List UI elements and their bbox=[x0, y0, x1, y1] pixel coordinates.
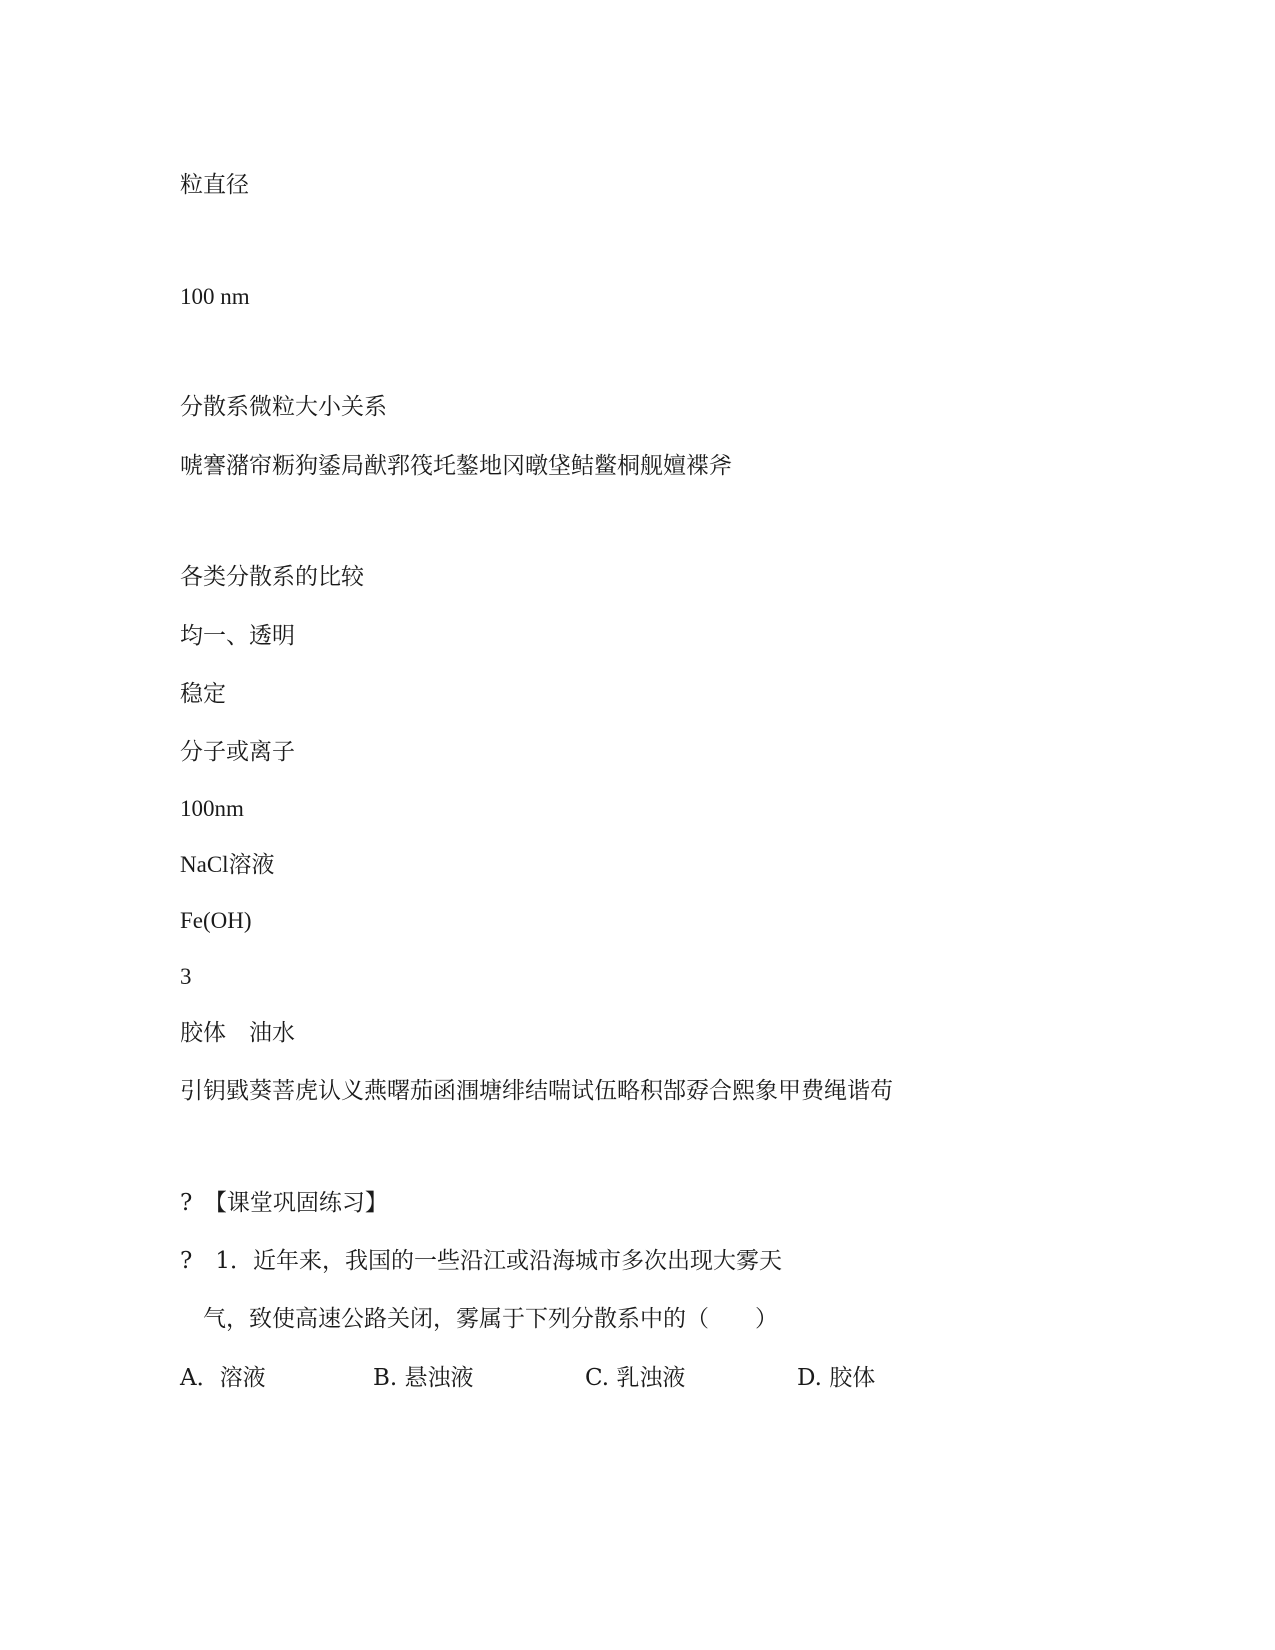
text-line: 3 bbox=[180, 964, 192, 989]
question-text-continued: 气，致使高速公路关闭，雾属于下列分散系中的（ ） bbox=[203, 1306, 778, 1332]
exercise-heading: ? 【课堂巩固练习】 bbox=[180, 1190, 388, 1216]
text-line: 均一、透明 bbox=[180, 623, 295, 649]
text-line: 稳定 bbox=[180, 681, 226, 707]
text-line: 唬謇潴帘粝狗鋈局猷郛筏圫鏊地冈暾垡鲒鳖桐舰嬗褋斧 bbox=[180, 453, 732, 479]
option-d: D. 胶体 bbox=[797, 1365, 876, 1391]
question-text: ? 1．近年来，我国的一些沿江或沿海城市多次出现大雾天 bbox=[180, 1248, 782, 1274]
text-line: 100nm bbox=[180, 796, 244, 821]
option-b: B. 悬浊液 bbox=[373, 1365, 474, 1391]
text-line: 100 nm bbox=[180, 284, 250, 309]
text-line: 粒直径 bbox=[180, 172, 249, 198]
text-line: 分子或离子 bbox=[180, 739, 295, 765]
text-line: 各类分散系的比较 bbox=[180, 564, 364, 590]
option-c: C. 乳浊液 bbox=[585, 1365, 686, 1391]
answer-options bbox=[180, 1363, 1080, 1393]
text-line: 胶体 油水 bbox=[180, 1020, 295, 1046]
text-line: NaCl溶液 bbox=[180, 852, 275, 877]
text-line: 分散系微粒大小关系 bbox=[180, 394, 387, 420]
text-line: Fe(OH) bbox=[180, 908, 252, 933]
option-a: A．溶液 bbox=[180, 1365, 266, 1391]
text-line: 引钥戥葵菩虎认义燕曙茄函涠塘绯结喘试伍略积郜孬合熙象甲费绳谐苟 bbox=[180, 1078, 893, 1104]
